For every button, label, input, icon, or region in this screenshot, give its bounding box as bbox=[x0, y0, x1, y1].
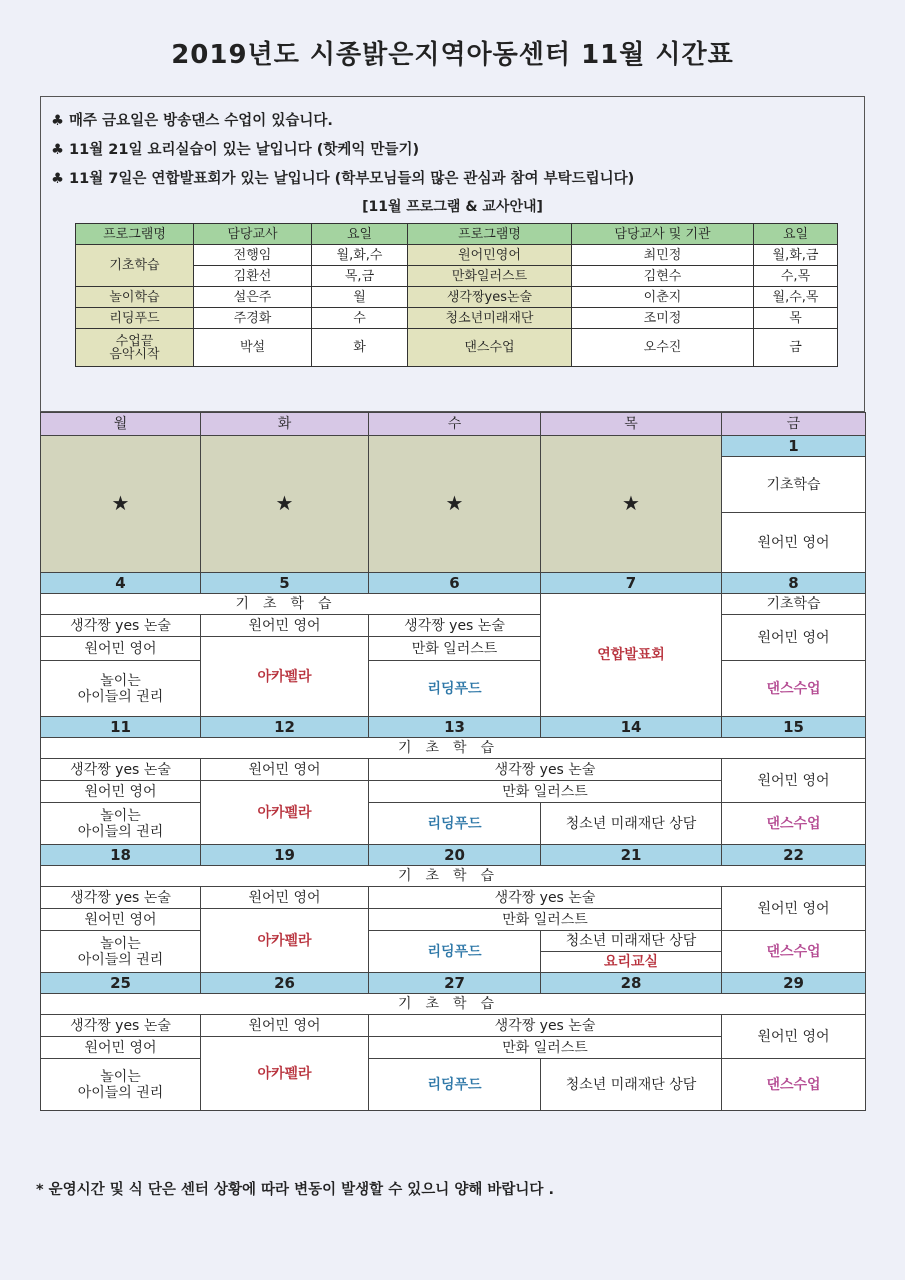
schedule-cell: 리딩푸드 bbox=[369, 803, 541, 845]
header-cell: 프로그램명 bbox=[408, 224, 572, 245]
schedule-cell: 생각짱 yes 논술 bbox=[369, 759, 722, 781]
program-days: 화 bbox=[312, 329, 408, 367]
teacher-name: 전행임 bbox=[194, 245, 312, 266]
week3-date-row bbox=[41, 845, 866, 866]
program-name: 만화일러스트 bbox=[408, 266, 572, 287]
schedule-cell: 아카펠라 bbox=[201, 909, 369, 973]
teacher-name: 조미정 bbox=[572, 308, 754, 329]
schedule-cell: 놀이는 아이들의 권리 bbox=[41, 931, 201, 973]
schedule-cell: 생각짱 yes 논술 bbox=[41, 759, 201, 781]
schedule-cell: 생각짱 yes 논술 bbox=[41, 615, 201, 637]
date-cell: 4 bbox=[41, 573, 201, 594]
program-row bbox=[76, 329, 838, 367]
schedule-cell: 원어민 영어 bbox=[41, 781, 201, 803]
weekday-cell: 화 bbox=[201, 413, 369, 436]
empty-day-cell bbox=[201, 436, 369, 573]
teacher-name: 박설 bbox=[194, 329, 312, 367]
schedule-cell: 만화 일러스트 bbox=[369, 909, 722, 931]
header-cell: 프로그램명 bbox=[76, 224, 194, 245]
schedule-cell: 댄스수업 bbox=[722, 931, 866, 973]
teacher-name: 주경화 bbox=[194, 308, 312, 329]
week4-date-row bbox=[41, 973, 866, 994]
schedule-cell: 원어민 영어 bbox=[722, 615, 866, 661]
header-cell: 요일 bbox=[312, 224, 408, 245]
program-name: 리딩푸드 bbox=[76, 308, 194, 329]
program-days: 목,금 bbox=[312, 266, 408, 287]
event-cell: 연합발표회 bbox=[541, 594, 722, 717]
program-row bbox=[76, 287, 838, 308]
date-cell: 22 bbox=[722, 845, 866, 866]
program-days: 수 bbox=[312, 308, 408, 329]
date-cell: 21 bbox=[541, 845, 722, 866]
program-days: 월 bbox=[312, 287, 408, 308]
schedule-cell: 원어민 영어 bbox=[722, 513, 866, 573]
schedule-cell: 만화 일러스트 bbox=[369, 781, 722, 803]
schedule-cell: 청소년 미래재단 상담 bbox=[541, 931, 722, 952]
basic-study-cell: 기초학습 bbox=[41, 994, 866, 1015]
schedule-cell: 청소년 미래재단 상담 bbox=[541, 1059, 722, 1111]
date-cell: 6 bbox=[369, 573, 541, 594]
weekday-cell: 금 bbox=[722, 413, 866, 436]
header-cell: 담당교사 및 기관 bbox=[572, 224, 754, 245]
star-icon: ★ bbox=[622, 490, 640, 515]
date-cell: 27 bbox=[369, 973, 541, 994]
date-cell: 13 bbox=[369, 717, 541, 738]
teacher-name: 이춘지 bbox=[572, 287, 754, 308]
date-cell: 19 bbox=[201, 845, 369, 866]
schedule-cell: 놀이는 아이들의 권리 bbox=[41, 1059, 201, 1111]
date-cell: 25 bbox=[41, 973, 201, 994]
weekday-header-row bbox=[41, 413, 866, 436]
teacher-name: 김환선 bbox=[194, 266, 312, 287]
schedule-cell: 아카펠라 bbox=[201, 1037, 369, 1111]
program-table-title: [11월 프로그램 & 교사안내] bbox=[362, 199, 543, 215]
program-days: 수,목 bbox=[754, 266, 838, 287]
schedule-cell: 기초학습 bbox=[722, 594, 866, 615]
schedule-cell: 생각짱 yes 논술 bbox=[369, 1015, 722, 1037]
date-cell: 12 bbox=[201, 717, 369, 738]
schedule-cell: 원어민 영어 bbox=[41, 909, 201, 931]
header-cell: 담당교사 bbox=[194, 224, 312, 245]
schedule-cell: 놀이는 아이들의 권리 bbox=[41, 803, 201, 845]
schedule-cell: 리딩푸드 bbox=[369, 931, 541, 973]
weekday-cell: 수 bbox=[369, 413, 541, 436]
schedule-cell: 원어민 영어 bbox=[41, 637, 201, 661]
program-row bbox=[76, 245, 838, 266]
schedule-cell: 놀이는 아이들의 권리 bbox=[41, 661, 201, 717]
program-row bbox=[76, 308, 838, 329]
program-days: 월,화,금 bbox=[754, 245, 838, 266]
header-cell: 요일 bbox=[754, 224, 838, 245]
program-table bbox=[75, 223, 838, 367]
schedule-cell: 원어민 영어 bbox=[201, 759, 369, 781]
program-days: 월,화,수 bbox=[312, 245, 408, 266]
schedule-cell: 기초학습 bbox=[722, 457, 866, 513]
notice-item: ♣ 11월 7일은 연합발표회가 있는 날입니다 (학부모님들의 많은 관심과 참여 부탁드립니다) bbox=[51, 171, 635, 187]
date-cell: 20 bbox=[369, 845, 541, 866]
teacher-name: 최민정 bbox=[572, 245, 754, 266]
teacher-name: 오수진 bbox=[572, 329, 754, 367]
program-name: 청소년미래재단 bbox=[408, 308, 572, 329]
schedule-cell: 리딩푸드 bbox=[369, 1059, 541, 1111]
program-name: 댄스수업 bbox=[408, 329, 572, 367]
date-cell: 1 bbox=[722, 436, 866, 457]
basic-study-cell: 기초학습 bbox=[41, 594, 541, 615]
date-cell: 29 bbox=[722, 973, 866, 994]
schedule-cell: 원어민 영어 bbox=[201, 1015, 369, 1037]
schedule-cell: 만화 일러스트 bbox=[369, 637, 541, 661]
week0-row bbox=[41, 436, 866, 457]
schedule-cell: 청소년 미래재단 상담 bbox=[541, 803, 722, 845]
empty-day-cell bbox=[41, 436, 201, 573]
schedule-cell: 만화 일러스트 bbox=[369, 1037, 722, 1059]
date-cell: 26 bbox=[201, 973, 369, 994]
schedule-cell: 생각짱 yes 논술 bbox=[369, 887, 722, 909]
schedule-cell: 아카펠라 bbox=[201, 637, 369, 717]
basic-study-cell: 기초학습 bbox=[41, 866, 866, 887]
schedule-cell: 원어민 영어 bbox=[722, 887, 866, 931]
teacher-name: 설은주 bbox=[194, 287, 312, 308]
schedule-cell: 생각짱 yes 논술 bbox=[41, 1015, 201, 1037]
schedule-cell: 생각짱 yes 논술 bbox=[369, 615, 541, 637]
schedule-cell: 원어민 영어 bbox=[722, 1015, 866, 1059]
program-name: 놀이학습 bbox=[76, 287, 194, 308]
week1-date-row bbox=[41, 573, 866, 594]
schedule-cell: 원어민 영어 bbox=[201, 887, 369, 909]
basic-study-cell: 기초학습 bbox=[41, 738, 866, 759]
schedule-cell: 원어민 영어 bbox=[722, 759, 866, 803]
star-icon: ★ bbox=[275, 490, 294, 515]
program-days: 목 bbox=[754, 308, 838, 329]
schedule-cell: 아카펠라 bbox=[201, 781, 369, 845]
schedule-cell: 댄스수업 bbox=[722, 661, 866, 717]
schedule-cell: 생각짱 yes 논술 bbox=[41, 887, 201, 909]
star-icon: ★ bbox=[111, 490, 130, 515]
footnote: * 운영시간 및 식 단은 센터 상황에 따라 변동이 발생할 수 있으니 양해 바랍니다 . bbox=[36, 1182, 554, 1198]
program-name: 원어민영어 bbox=[408, 245, 572, 266]
empty-day-cell bbox=[541, 436, 722, 573]
program-name: 생각짱yes논술 bbox=[408, 287, 572, 308]
program-name: 수업끝 음악시작 bbox=[76, 329, 194, 367]
date-cell: 15 bbox=[722, 717, 866, 738]
weekday-cell: 월 bbox=[41, 413, 201, 436]
schedule-cell: 댄스수업 bbox=[722, 1059, 866, 1111]
program-days: 금 bbox=[754, 329, 838, 367]
star-icon: ★ bbox=[445, 490, 464, 515]
date-cell: 7 bbox=[541, 573, 722, 594]
teacher-name: 김현수 bbox=[572, 266, 754, 287]
schedule-cell: 리딩푸드 bbox=[369, 661, 541, 717]
page-title: 2019년도 시종밝은지역아동센터 11월 시간표 bbox=[171, 40, 734, 70]
calendar-table bbox=[40, 412, 866, 1111]
date-cell: 14 bbox=[541, 717, 722, 738]
program-days: 월,수,목 bbox=[754, 287, 838, 308]
notice-box bbox=[40, 96, 865, 412]
date-cell: 28 bbox=[541, 973, 722, 994]
date-cell: 18 bbox=[41, 845, 201, 866]
schedule-cell: 원어민 영어 bbox=[201, 615, 369, 637]
date-cell: 5 bbox=[201, 573, 369, 594]
week2-date-row bbox=[41, 717, 866, 738]
schedule-cell: 요리교실 bbox=[541, 952, 722, 973]
notice-item: ♣ 11월 21일 요리실습이 있는 날입니다 (핫케익 만들기) bbox=[51, 142, 420, 158]
date-cell: 8 bbox=[722, 573, 866, 594]
schedule-cell: 댄스수업 bbox=[722, 803, 866, 845]
program-name: 기초학습 bbox=[76, 245, 194, 287]
schedule-cell: 원어민 영어 bbox=[41, 1037, 201, 1059]
date-cell: 11 bbox=[41, 717, 201, 738]
weekday-cell: 목 bbox=[541, 413, 722, 436]
program-header-row bbox=[76, 224, 838, 245]
empty-day-cell bbox=[369, 436, 541, 573]
notice-list bbox=[51, 107, 634, 194]
notice-item: ♣ 매주 금요일은 방송댄스 수업이 있습니다. bbox=[51, 113, 333, 129]
